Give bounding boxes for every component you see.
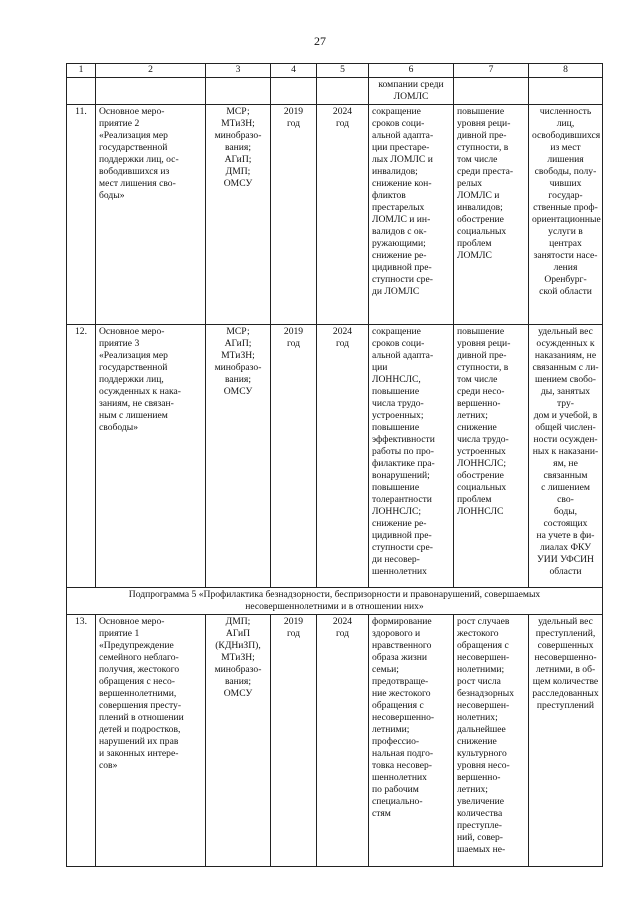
executors-cell: ДМП; АГиП (КДНиЗП), МТиЗН; минобразо- вания; ОМСУ [206, 615, 271, 867]
table-cell [96, 78, 206, 105]
executors-cell: МСР; АГиП; МТиЗН; минобразо- вания; ОМСУ [206, 325, 271, 588]
consequences-cell: рост случаев жестокого обращения с несовершен- нолетними; рост числа безнадзорных несовершен- нолетних; дальнейшее снижение культурного уровня несо- вершенно- летних; увеличение количества преступле- ний, совер- шаемых не- [454, 615, 529, 867]
row-number: 12. [67, 325, 96, 588]
header-cell: 4 [271, 64, 317, 78]
indicator-cell: численность лиц, освободившихся из мест лишения свободы, полу- чивших государ- ственные проф- ориентационные услуги в центрах занятости насе- ления Оренбург- ской области [529, 105, 603, 325]
page-number: 27 [314, 34, 326, 48]
start-year-cell: 2019 год [271, 615, 317, 867]
event-cell: Основное меро- приятие 3 «Реализация мер государственной поддержки лиц, осужденных к нака- заниям, не связан- ным с лишением свободы» [96, 325, 206, 588]
header-cell: 5 [317, 64, 369, 78]
table-cell [317, 78, 369, 105]
table-cell: компании среди ЛОМЛС [369, 78, 454, 105]
table-cell [454, 78, 529, 105]
table-cell [529, 78, 603, 105]
indicator-cell: удельный вес преступлений, совершенных несовершенно- летними, в об- щем количестве расследованных преступлений [529, 615, 603, 867]
result-cell: формирование здорового и нравственного образа жизни семьи; предотвраще- ние жестокого обращения с несовершенно- летними; профессио- нальная подго- товка несовер- шеннолетних по рабочим специально- стям [369, 615, 454, 867]
table-row [67, 325, 603, 588]
subprogram-row [67, 588, 603, 615]
result-cell: сокращение сроков соци- альной адапта- ции престаре- лых ЛОМЛС и инвалидов; снижение кон- фликтов престарелых ЛОМЛС и ин- валидов с ок- ружающими; снижение ре- цидивной пре- ступности сре- ди ЛОМЛС [369, 105, 454, 325]
table-row [67, 615, 603, 867]
end-year-cell: 2024 год [317, 325, 369, 588]
header-cell: 7 [454, 64, 529, 78]
table-cell [271, 78, 317, 105]
subprogram-title: Подпрограмма 5 «Профилактика безнадзорности, беспризорности и правонарушений, совершаемых несовершеннолетними и в отношении них» [67, 588, 603, 615]
measures-table [66, 63, 603, 867]
table-row [67, 105, 603, 325]
end-year-cell: 2024 год [317, 105, 369, 325]
executors-cell: МСР; МТиЗН; минобразо- вания; АГиП; ДМП; ОМСУ [206, 105, 271, 325]
consequences-cell: повышение уровня реци- дивной пре- ступности, в том числе среди несо- вершенно- летних; снижение числа трудо- устроенных ЛОННСЛС; обострение социальных проблем ЛОННСЛС [454, 325, 529, 588]
header-cell: 2 [96, 64, 206, 78]
table-header-row [67, 64, 603, 78]
consequences-cell: повышение уровня реци- дивной пре- ступности, в том числе среди преста- релых ЛОМЛС и инвалидов; обострение социальных проблем ЛОМЛС [454, 105, 529, 325]
continuation-row [67, 78, 603, 105]
table-cell [67, 78, 96, 105]
table-cell [206, 78, 271, 105]
header-cell: 1 [67, 64, 96, 78]
end-year-cell: 2024 год [317, 615, 369, 867]
header-cell: 6 [369, 64, 454, 78]
row-number: 11. [67, 105, 96, 325]
event-cell: Основное меро- приятие 2 «Реализация мер государственной поддержки лиц, ос- вободившихся из мест лишения сво- боды» [96, 105, 206, 325]
header-cell: 8 [529, 64, 603, 78]
header-cell: 3 [206, 64, 271, 78]
start-year-cell: 2019 год [271, 325, 317, 588]
row-number: 13. [67, 615, 96, 867]
event-cell: Основное меро- приятие 1 «Предупреждение семейного неблаго- получия, жестокого обращения с несо- вершеннолетними, совершения престу- плений в отношении детей и подростков, нарушений их прав и законных интере- сов» [96, 615, 206, 867]
start-year-cell: 2019 год [271, 105, 317, 325]
indicator-cell: удельный вес осужденных к наказаниям, не связанным с ли- шением свобо- ды, занятых тру- дом и учебой, в общей числен- ности осужден- ных к наказани- ям, не связанным с лишением сво- боды, состоящих на учете в фи- лиалах ФКУ УИИ УФСИН области [529, 325, 603, 588]
result-cell: сокращение сроков соци- альной адапта- ции ЛОННСЛС, повышение числа трудо- устроенных; повышение эффективности работы по про- филактике пра- вонарушений; повышение толерантности ЛОННСЛС; снижение ре- цидивной пре- ступности сре- ди несовер- шеннолетних [369, 325, 454, 588]
